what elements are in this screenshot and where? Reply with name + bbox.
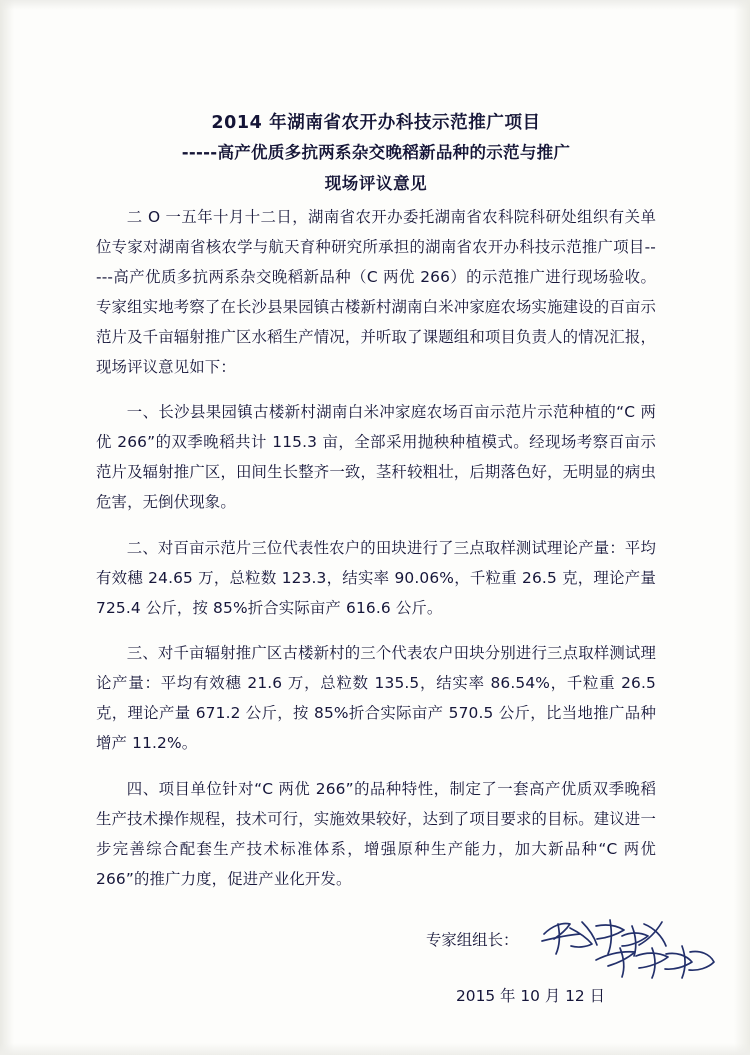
document-content [96,108,656,1018]
signature-block [96,922,656,1018]
scan-edge-top [0,0,750,10]
paragraph-item-4: 四、项目单位针对“C 两优 266”的品种特性，制定了一套高产优质双季晚稻生产技术操作规程，技术可行，实施效果较好，达到了项目要求的目标。建议进一步完善综合配套生产技术标准体系，增强原种生产能力，加大新品种“C 两优 266”的推广力度，促进产业化开发。 [96,779,656,888]
document-title-block [96,108,656,200]
document-title-line-2: -----高产优质多抗两系杂交晚稻新品种的示范与推广 [181,143,571,162]
handwritten-signature [536,908,726,984]
paragraph-item-3: 三、对千亩辐射推广区古楼新村的三个代表农户田块分别进行三点取样测试理论产量：平均有效穗 21.6 万，总粒数 135.5，结实率 86.54%，千粒重 26.5 克，理论产量 671.2 公斤，按 85%折合实际亩产 570.5 公斤，比当地推广品种增产 11.2%。 [96,644,656,753]
document-title-line-1: 2014 年湖南省农开办科技示范推广项目 [211,113,541,133]
paragraph-intro: 二 O 一五年十月十二日，湖南省农开办委托湖南省农科院科研处组织有关单位专家对湖南省核农学与航天育种研究所承担的湖南省农开办科技示范推广项目-----高产优质多抗两系杂交晚稻新品种（C 两优 266）的示范推广进行现场验收。专家组实地考察了在长沙县果园镇古楼新村湖南白米冲家庭农场实施建设的百亩示范片及千亩辐射推广区水稻生产情况，并听取了课题组和项目负责人的情况汇报，现场评议意见如下： [96,208,656,376]
scan-edge-right [734,0,750,1055]
scan-edge-bottom [0,1043,750,1055]
paragraph-item-1: 一、长沙县果园镇古楼新村湖南白米冲家庭农场百亩示范片示范种植的“C 两优 266”的双季晚稻共计 115.3 亩，全部采用抛秧种植模式。经现场考察百亩示范片及辐射推广区，田间生长整齐一致，茎秆较粗壮，后期落色好，无明显的病虫危害，无倒伏现象。 [96,403,656,512]
document-title-line-3: 现场评议意见 [324,174,428,193]
scan-edge-left [0,0,14,1055]
paragraph-item-2: 二、对百亩示范片三位代表性农户的田块进行了三点取样测试理论产量：平均有效穗 24.65 万，总粒数 123.3，结实率 90.06%，千粒重 26.5 克，理论产量 725.4 公斤，按 85%折合实际亩产 616.6 公斤。 [96,538,656,617]
signature-label: 专家组组长： [426,930,519,949]
signature-date: 2015 年 10 月 12 日 [456,986,605,1005]
